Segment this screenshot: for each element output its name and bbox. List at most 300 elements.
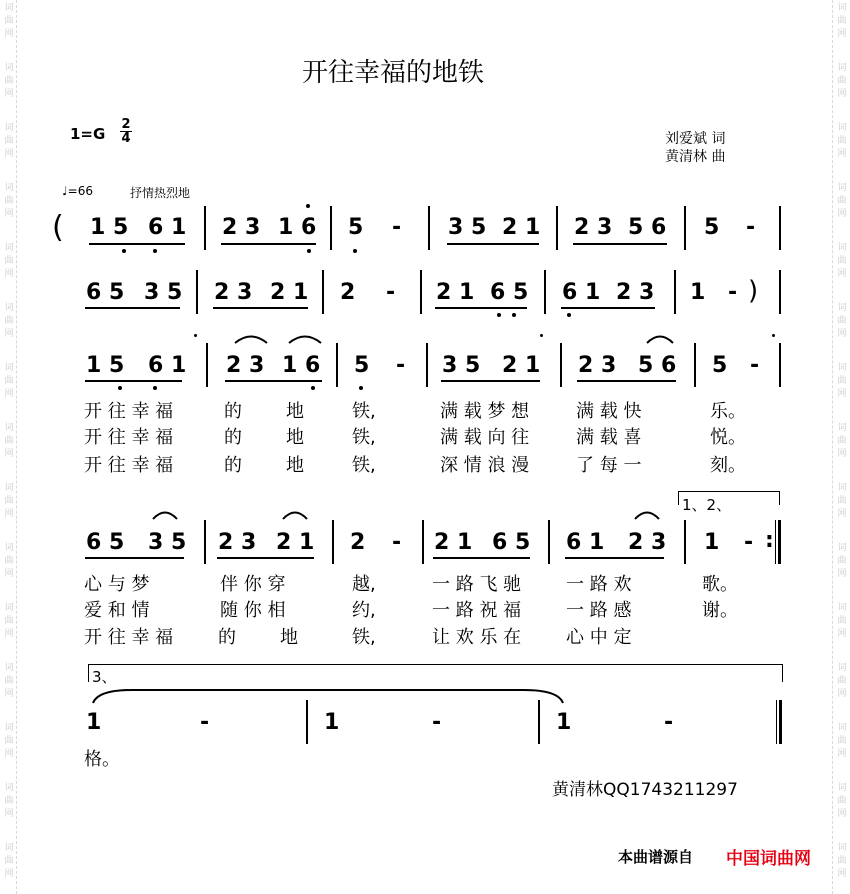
lyric: 格。 xyxy=(84,749,120,770)
watermark-glyph: 词 xyxy=(4,63,14,73)
barline xyxy=(548,520,550,564)
watermark-column xyxy=(2,422,16,461)
watermark-glyph: 词 xyxy=(4,483,14,493)
source-site-link[interactable]: 中国词曲网 xyxy=(726,849,811,869)
barline xyxy=(336,343,338,387)
barline xyxy=(544,270,546,314)
watermark-column xyxy=(2,542,16,581)
note-group: 2 3 xyxy=(574,215,613,240)
lyric: 的 xyxy=(224,401,242,422)
note-group: 6 1 xyxy=(148,353,187,378)
watermark-column xyxy=(835,482,849,521)
repeat-barline-thin xyxy=(775,520,776,564)
watermark-glyph: 词 xyxy=(4,843,14,853)
note-group: 2 3 xyxy=(616,280,655,305)
watermark-glyph: 曲 xyxy=(4,316,14,326)
note: 1 xyxy=(690,280,706,305)
dash: - xyxy=(396,353,406,378)
note-group: 6 5 xyxy=(490,280,529,305)
watermark-glyph: 词 xyxy=(837,663,847,673)
note-group: 2 1 xyxy=(276,530,315,555)
note-group: 6 1 xyxy=(562,280,601,305)
watermark-column xyxy=(2,782,16,821)
watermark-column xyxy=(2,242,16,281)
watermark-glyph: 网 xyxy=(837,29,847,39)
note: 5 xyxy=(704,215,720,240)
slur xyxy=(634,508,660,520)
watermark-column xyxy=(2,62,16,101)
note-group: 2 3 xyxy=(578,353,617,378)
lyric: 满 载 梦 想 xyxy=(440,401,530,422)
watermark-glyph: 曲 xyxy=(837,196,847,206)
watermark-column xyxy=(835,182,849,221)
low-dot xyxy=(359,386,363,390)
slur xyxy=(152,508,178,520)
lyric: 伴 你 穿 xyxy=(220,574,286,595)
lyric: 歌。 xyxy=(702,574,738,595)
volta3-bracket-left xyxy=(88,664,89,682)
lyric: 越, xyxy=(352,574,376,595)
dash: - xyxy=(432,710,442,735)
time-sig-bottom: 4 xyxy=(121,131,131,146)
barline xyxy=(684,520,686,564)
underline xyxy=(225,380,322,382)
low-dot xyxy=(512,313,516,317)
watermark-column xyxy=(2,182,16,221)
underline xyxy=(213,307,308,309)
dash: - xyxy=(744,530,754,555)
underline xyxy=(433,557,530,559)
watermark-glyph: 词 xyxy=(837,303,847,313)
watermark-glyph: 曲 xyxy=(4,736,14,746)
lyric: 铁, xyxy=(352,427,376,448)
watermark-glyph: 词 xyxy=(4,603,14,613)
watermark-glyph: 曲 xyxy=(4,376,14,386)
dash: - xyxy=(728,280,738,305)
composer-credit: 黄清林 曲 xyxy=(665,149,726,165)
note: 1 xyxy=(704,530,720,555)
lyric: 约, xyxy=(352,600,376,621)
lyric: 的 xyxy=(218,627,236,648)
watermark-glyph: 词 xyxy=(837,183,847,193)
watermark-glyph: 曲 xyxy=(837,856,847,866)
lyric: 开 往 幸 福 xyxy=(84,401,174,422)
watermark-glyph: 曲 xyxy=(4,616,14,626)
note-group: 2 3 xyxy=(628,530,667,555)
watermark-glyph: 曲 xyxy=(837,76,847,86)
tie xyxy=(92,688,564,704)
lyric: 悦。 xyxy=(710,427,746,448)
watermark-glyph: 词 xyxy=(837,123,847,133)
note-group: 2 3 xyxy=(226,353,265,378)
dash: - xyxy=(392,530,402,555)
watermark-column xyxy=(2,122,16,161)
watermark-glyph: 曲 xyxy=(4,136,14,146)
volta3-bracket-top xyxy=(88,664,783,665)
watermark-glyph: 网 xyxy=(837,569,847,579)
final-barline-thin xyxy=(776,700,777,744)
volta3-bracket-right xyxy=(782,664,783,682)
note-group: 6 1 xyxy=(566,530,605,555)
watermark-column xyxy=(835,2,849,41)
note-group: 2 1 xyxy=(434,530,473,555)
watermark-glyph: 网 xyxy=(837,449,847,459)
watermark-glyph: 词 xyxy=(837,723,847,733)
note-group: 6 5 xyxy=(86,530,125,555)
watermark-column xyxy=(2,482,16,521)
lyric: 满 载 快 xyxy=(576,401,642,422)
note: 5 xyxy=(354,353,370,378)
watermark-glyph: 曲 xyxy=(4,16,14,26)
barline xyxy=(332,520,334,564)
watermark-glyph: 网 xyxy=(4,29,14,39)
watermark-column xyxy=(2,602,16,641)
slur xyxy=(646,332,674,344)
watermark-glyph: 网 xyxy=(837,149,847,159)
dash: - xyxy=(200,710,210,735)
volta-bracket-top xyxy=(678,491,779,492)
note: 1 xyxy=(556,710,572,735)
underline xyxy=(561,307,655,309)
watermark-glyph: 词 xyxy=(837,843,847,853)
watermark-glyph: 曲 xyxy=(4,196,14,206)
low-dot xyxy=(353,249,357,253)
watermark-glyph: 曲 xyxy=(837,556,847,566)
small-dot xyxy=(194,334,197,337)
watermark-glyph: 网 xyxy=(837,629,847,639)
time-sig-top: 2 xyxy=(121,117,131,132)
note-group: 6 5 xyxy=(86,280,125,305)
watermark-glyph: 曲 xyxy=(4,676,14,686)
note: 1 xyxy=(324,710,340,735)
watermark-column xyxy=(2,2,16,41)
note-group: 2 1 xyxy=(436,280,475,305)
slur xyxy=(234,332,268,344)
repeat-barline-thick xyxy=(778,520,781,564)
barline xyxy=(779,270,781,314)
open-paren: ( xyxy=(52,210,64,245)
lyric: 铁, xyxy=(352,455,376,476)
watermark-glyph: 网 xyxy=(4,509,14,519)
lyric: 随 你 相 xyxy=(220,600,286,621)
watermark-glyph: 网 xyxy=(4,869,14,879)
note-group: 2 3 xyxy=(214,280,253,305)
barline xyxy=(426,343,428,387)
note-group: 3 5 xyxy=(148,530,187,555)
underline xyxy=(221,243,316,245)
lyric: 让 欢 乐 在 xyxy=(432,627,522,648)
note: 2 xyxy=(350,530,366,555)
watermark-column xyxy=(835,242,849,281)
watermark-glyph: 词 xyxy=(4,723,14,733)
lyric: 心 中 定 xyxy=(566,627,632,648)
low-dot xyxy=(153,249,157,253)
watermark-glyph: 词 xyxy=(4,663,14,673)
barline xyxy=(779,206,781,250)
dash: - xyxy=(392,215,402,240)
lyric: 满 载 喜 xyxy=(576,427,642,448)
watermark-glyph: 词 xyxy=(837,363,847,373)
watermark-column xyxy=(835,782,849,821)
lyric: 地 xyxy=(286,455,304,476)
volta-bracket-left xyxy=(678,491,679,505)
watermark-column xyxy=(2,842,16,881)
underline xyxy=(441,380,540,382)
barline xyxy=(556,206,558,250)
underline xyxy=(565,557,664,559)
lyric: 铁, xyxy=(352,401,376,422)
note-group: 6 1 xyxy=(148,215,187,240)
lyric: 地 xyxy=(286,401,304,422)
barline xyxy=(204,520,206,564)
watermark-glyph: 词 xyxy=(837,3,847,13)
note-group: 2 3 xyxy=(222,215,261,240)
barline xyxy=(538,700,540,744)
watermark-glyph: 网 xyxy=(4,569,14,579)
note-group: 2 1 xyxy=(502,215,541,240)
watermark-column xyxy=(2,722,16,761)
left-edge-line xyxy=(16,0,17,894)
barline xyxy=(206,343,208,387)
watermark-glyph: 词 xyxy=(837,543,847,553)
low-dot xyxy=(122,249,126,253)
repeat-dots: : xyxy=(765,528,774,553)
lyric: 的 xyxy=(224,455,242,476)
lyric: 一 路 感 xyxy=(566,600,632,621)
watermark-glyph: 网 xyxy=(4,689,14,699)
note-group: 2 1 xyxy=(502,353,541,378)
watermark-column xyxy=(835,422,849,461)
note-group: 1 5 xyxy=(90,215,129,240)
low-dot xyxy=(118,386,122,390)
watermark-glyph: 词 xyxy=(4,123,14,133)
barline xyxy=(779,343,781,387)
small-dot xyxy=(540,334,543,337)
watermark-glyph: 词 xyxy=(837,483,847,493)
watermark-glyph: 词 xyxy=(837,423,847,433)
watermark-glyph: 曲 xyxy=(4,256,14,266)
watermark-glyph: 曲 xyxy=(837,736,847,746)
watermark-glyph: 网 xyxy=(837,809,847,819)
lyric: 的 xyxy=(224,427,242,448)
dash: - xyxy=(386,280,396,305)
note-group: 6 5 xyxy=(492,530,531,555)
lyric: 深 情 浪 漫 xyxy=(440,455,530,476)
watermark-glyph: 词 xyxy=(4,3,14,13)
watermark-column xyxy=(835,62,849,101)
watermark-glyph: 网 xyxy=(4,89,14,99)
expression-mark: 抒情热烈地 xyxy=(130,186,191,200)
watermark-glyph: 网 xyxy=(4,449,14,459)
small-dot xyxy=(772,334,775,337)
watermark-glyph: 词 xyxy=(4,783,14,793)
lyric: 开 往 幸 福 xyxy=(84,455,174,476)
watermark-glyph: 曲 xyxy=(4,76,14,86)
key-signature: 1=G xyxy=(70,125,106,143)
note: 2 xyxy=(340,280,356,305)
watermark-glyph: 网 xyxy=(4,749,14,759)
barline xyxy=(306,700,308,744)
note: 5 xyxy=(712,353,728,378)
low-dot xyxy=(497,313,501,317)
watermark-glyph: 词 xyxy=(837,603,847,613)
barline xyxy=(420,270,422,314)
lyric: 乐。 xyxy=(710,401,746,422)
note-group: 2 1 xyxy=(270,280,309,305)
lyric: 一 路 祝 福 xyxy=(432,600,522,621)
dash: - xyxy=(664,710,674,735)
watermark-glyph: 曲 xyxy=(837,436,847,446)
watermark-glyph: 曲 xyxy=(837,316,847,326)
watermark-glyph: 网 xyxy=(837,329,847,339)
watermark-glyph: 词 xyxy=(837,63,847,73)
underline xyxy=(447,243,539,245)
watermark-glyph: 曲 xyxy=(837,676,847,686)
watermark-column xyxy=(835,122,849,161)
lyric: 铁, xyxy=(352,627,376,648)
watermark-column xyxy=(835,722,849,761)
watermark-glyph: 曲 xyxy=(837,376,847,386)
barline xyxy=(196,270,198,314)
watermark-column xyxy=(2,302,16,341)
lyric: 一 路 飞 驰 xyxy=(432,574,522,595)
time-signature xyxy=(120,118,132,145)
low-dot xyxy=(567,313,571,317)
watermark-glyph: 词 xyxy=(4,303,14,313)
lyric: 心 与 梦 xyxy=(84,574,150,595)
watermark-column xyxy=(2,362,16,401)
watermark-glyph: 网 xyxy=(837,269,847,279)
lyric: 刻。 xyxy=(710,455,746,476)
composer-signature: 黄清林QQ1743211297 xyxy=(552,780,738,800)
watermark-glyph: 曲 xyxy=(837,796,847,806)
volta-bracket-right xyxy=(779,491,780,505)
lyric: 了 每 一 xyxy=(576,455,642,476)
final-barline-thick xyxy=(779,700,782,744)
volta-label-3: 3、 xyxy=(92,668,117,686)
lyric: 地 xyxy=(280,627,298,648)
watermark-glyph: 曲 xyxy=(4,496,14,506)
barline xyxy=(330,206,332,250)
note-group: 1 6 xyxy=(282,353,321,378)
watermark-glyph: 曲 xyxy=(4,556,14,566)
note-group: 3 5 xyxy=(448,215,487,240)
underline xyxy=(573,243,667,245)
watermark-glyph: 网 xyxy=(837,869,847,879)
slur xyxy=(288,332,322,344)
watermark-column xyxy=(835,362,849,401)
watermark-column xyxy=(2,662,16,701)
note-group: 3 5 xyxy=(442,353,481,378)
watermark-glyph: 网 xyxy=(837,89,847,99)
lyric: 满 载 向 往 xyxy=(440,427,530,448)
low-dot xyxy=(307,249,311,253)
underline xyxy=(577,380,676,382)
watermark-glyph: 网 xyxy=(4,209,14,219)
barline xyxy=(322,270,324,314)
watermark-glyph: 曲 xyxy=(837,136,847,146)
barline xyxy=(560,343,562,387)
watermark-glyph: 曲 xyxy=(4,436,14,446)
watermark-glyph: 词 xyxy=(4,243,14,253)
watermark-glyph: 网 xyxy=(4,809,14,819)
watermark-glyph: 词 xyxy=(4,183,14,193)
watermark-glyph: 曲 xyxy=(837,16,847,26)
lyric: 开 往 幸 福 xyxy=(84,627,174,648)
watermark-glyph: 曲 xyxy=(837,496,847,506)
barline xyxy=(674,270,676,314)
low-dot xyxy=(311,386,315,390)
watermark-glyph: 曲 xyxy=(837,616,847,626)
note-group: 5 6 xyxy=(628,215,667,240)
watermark-column xyxy=(835,662,849,701)
watermark-glyph: 网 xyxy=(4,629,14,639)
note-group: 1 5 xyxy=(86,353,125,378)
watermark-glyph: 曲 xyxy=(837,256,847,266)
underline xyxy=(89,243,185,245)
source-label: 本曲谱源自 xyxy=(618,848,694,866)
watermark-glyph: 词 xyxy=(4,363,14,373)
underline xyxy=(217,557,314,559)
lyric: 一 路 欢 xyxy=(566,574,632,595)
watermark-glyph: 曲 xyxy=(4,796,14,806)
dash: - xyxy=(746,215,756,240)
watermark-glyph: 网 xyxy=(837,689,847,699)
slur xyxy=(282,508,308,520)
lyric: 开 往 幸 福 xyxy=(84,427,174,448)
barline xyxy=(204,206,206,250)
watermark-glyph: 网 xyxy=(4,389,14,399)
watermark-glyph: 网 xyxy=(837,389,847,399)
watermark-column xyxy=(835,542,849,581)
watermark-glyph: 网 xyxy=(837,749,847,759)
lyricist-credit: 刘爱斌 词 xyxy=(665,131,726,147)
underline xyxy=(435,307,527,309)
watermark-glyph: 网 xyxy=(837,509,847,519)
watermark-column xyxy=(835,602,849,641)
right-edge-line xyxy=(832,0,833,894)
low-dot xyxy=(153,386,157,390)
barline xyxy=(694,343,696,387)
lyric: 地 xyxy=(286,427,304,448)
barline xyxy=(428,206,430,250)
barline xyxy=(684,206,686,250)
watermark-glyph: 网 xyxy=(4,269,14,279)
note: 5 xyxy=(348,215,364,240)
watermark-glyph: 网 xyxy=(837,209,847,219)
lyric: 爱 和 情 xyxy=(84,600,150,621)
note-group: 2 3 xyxy=(218,530,257,555)
volta-label-1-2: 1、2、 xyxy=(682,496,732,514)
tempo-mark: ♩=66 xyxy=(62,184,93,198)
watermark-column xyxy=(835,842,849,881)
watermark-column xyxy=(835,302,849,341)
watermark-glyph: 曲 xyxy=(4,856,14,866)
underline xyxy=(85,307,180,309)
song-title: 开往幸福的地铁 xyxy=(302,58,485,88)
note-group: 1 6 xyxy=(278,215,317,240)
note-group: 3 5 xyxy=(144,280,183,305)
close-paren: ) xyxy=(748,276,759,306)
high-dot xyxy=(306,204,310,208)
watermark-glyph: 网 xyxy=(4,329,14,339)
note-group: 5 6 xyxy=(638,353,677,378)
watermark-glyph: 词 xyxy=(4,423,14,433)
underline xyxy=(85,557,184,559)
underline xyxy=(85,380,182,382)
note: 1 xyxy=(86,710,102,735)
dash: - xyxy=(750,353,760,378)
